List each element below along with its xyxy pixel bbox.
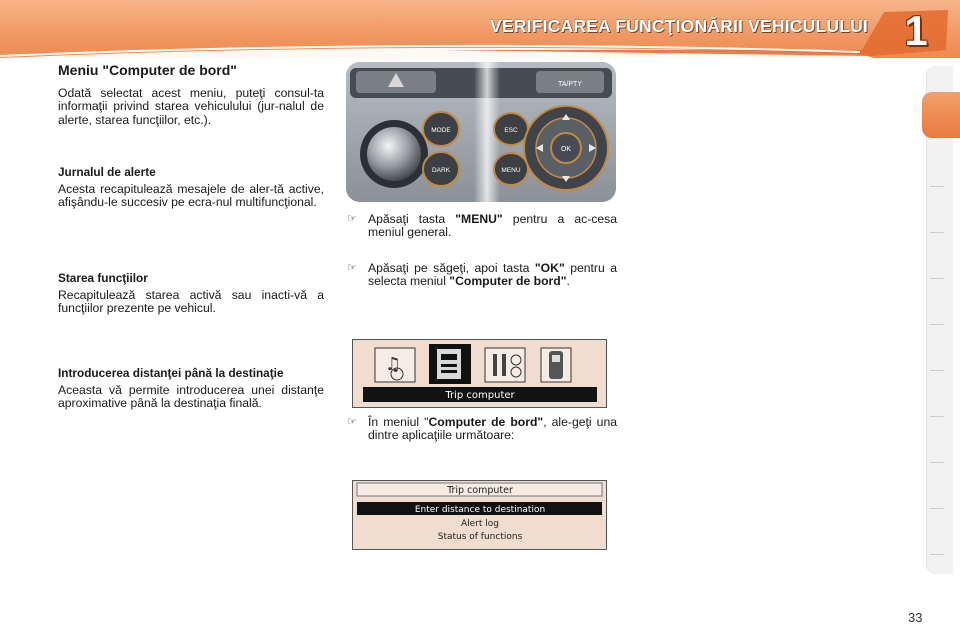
intro-paragraph — [58, 87, 324, 127]
page-number: 33 — [908, 610, 923, 625]
instruction-3 — [347, 416, 617, 443]
instruction-text: Apăsaţi tasta — [368, 212, 456, 226]
tab-divider — [930, 416, 944, 417]
dark-button[interactable]: DARK — [431, 167, 451, 174]
menu-name: "Computer de bord" — [449, 274, 567, 289]
instruction-text: pentru a selecta meniul — [368, 261, 617, 289]
item-distance-destination — [58, 367, 324, 411]
settings-icon[interactable] — [485, 348, 525, 382]
svg-text:♫: ♫ — [385, 354, 402, 375]
tab-divider — [930, 186, 944, 187]
audio-icon[interactable] — [375, 348, 415, 382]
tab-divider — [930, 508, 944, 509]
trip-computer-icon[interactable] — [429, 344, 471, 384]
instruction-text: . — [566, 274, 570, 289]
item-heading: Jurnalul de alerte — [58, 165, 156, 179]
intro-text: Odată selectat acest meniu, puteţi consul-ta informaţii privind starea vehiculului (jur-nalul de alerte, starea funcţiilor, etc.). — [58, 86, 324, 127]
chapter-number: 1 — [904, 7, 928, 54]
chapter-tab-strip — [926, 66, 953, 574]
menu-name: Computer de bord" — [428, 415, 544, 429]
tab-divider — [930, 370, 944, 371]
chapter-tab-active[interactable] — [922, 92, 960, 138]
ok-button[interactable]: OK — [560, 146, 572, 153]
tab-divider — [930, 554, 944, 555]
mode-button[interactable]: MODE — [431, 127, 451, 134]
pointing-hand-icon: ☞ — [347, 213, 357, 225]
menu-button[interactable]: MENU — [501, 167, 521, 174]
item-text: Aceasta vă permite introducerea unei distanţe aproximative până la destinaţia finală. — [58, 383, 324, 411]
telephone-icon[interactable] — [541, 348, 571, 382]
instruction-2 — [347, 262, 617, 289]
item-text: Recapitulează starea activă sau inacti-vă a funcţiilor prezente pe vehicul. — [58, 288, 324, 316]
key-name: "MENU" — [455, 212, 503, 226]
display-trip-computer — [352, 480, 607, 550]
instruction-1 — [347, 213, 617, 240]
tab-divider — [930, 232, 944, 233]
item-alert-log — [58, 166, 324, 210]
esc-button[interactable]: ESC — [504, 127, 518, 134]
header-band — [0, 0, 960, 58]
instruction-text: , ale-geţi una dintre aplicaţiile următoare: — [368, 415, 618, 443]
key-name: "OK" — [534, 261, 565, 275]
header-title: VERIFICAREA FUNCŢIONĂRII VEHICULULUI — [490, 16, 868, 36]
option-status-functions[interactable]: Status of functions — [437, 532, 523, 542]
option-enter-distance[interactable]: Enter distance to destination — [414, 505, 546, 515]
tab-divider — [930, 324, 944, 325]
trip-computer-title: Trip computer — [447, 485, 513, 496]
instruction-text: pentru a ac-cesa meniul general. — [368, 212, 617, 240]
display-main-menu — [352, 339, 607, 408]
pointing-hand-icon: ☞ — [347, 262, 357, 274]
main-menu-icons — [353, 340, 606, 407]
selected-menu-label: Trip computer — [445, 390, 515, 401]
item-text: Acesta recapitulează mesajele de aler-tă active, afişându-le succesiv pe ecra-nul multifuncţional. — [58, 182, 324, 210]
item-status-functions — [58, 272, 324, 316]
control-panel-illustration — [346, 62, 616, 202]
tab-divider — [930, 462, 944, 463]
item-heading: Starea funcţiilor — [58, 271, 148, 285]
item-heading: Introducerea distanţei până la destinaţie — [58, 366, 284, 380]
instruction-text: În meniul " — [368, 415, 429, 429]
pointing-hand-icon: ☞ — [347, 416, 357, 428]
tab-divider — [930, 278, 944, 279]
trip-computer-menu — [353, 481, 606, 549]
option-alert-log[interactable]: Alert log — [460, 519, 500, 529]
ta-pty-button[interactable]: TA/PTY — [558, 81, 582, 88]
section-title: Meniu "Computer de bord" — [58, 62, 237, 78]
instruction-text: Apăsaţi pe săgeţi, apoi tasta — [368, 261, 535, 275]
control-panel-photo — [346, 62, 616, 202]
